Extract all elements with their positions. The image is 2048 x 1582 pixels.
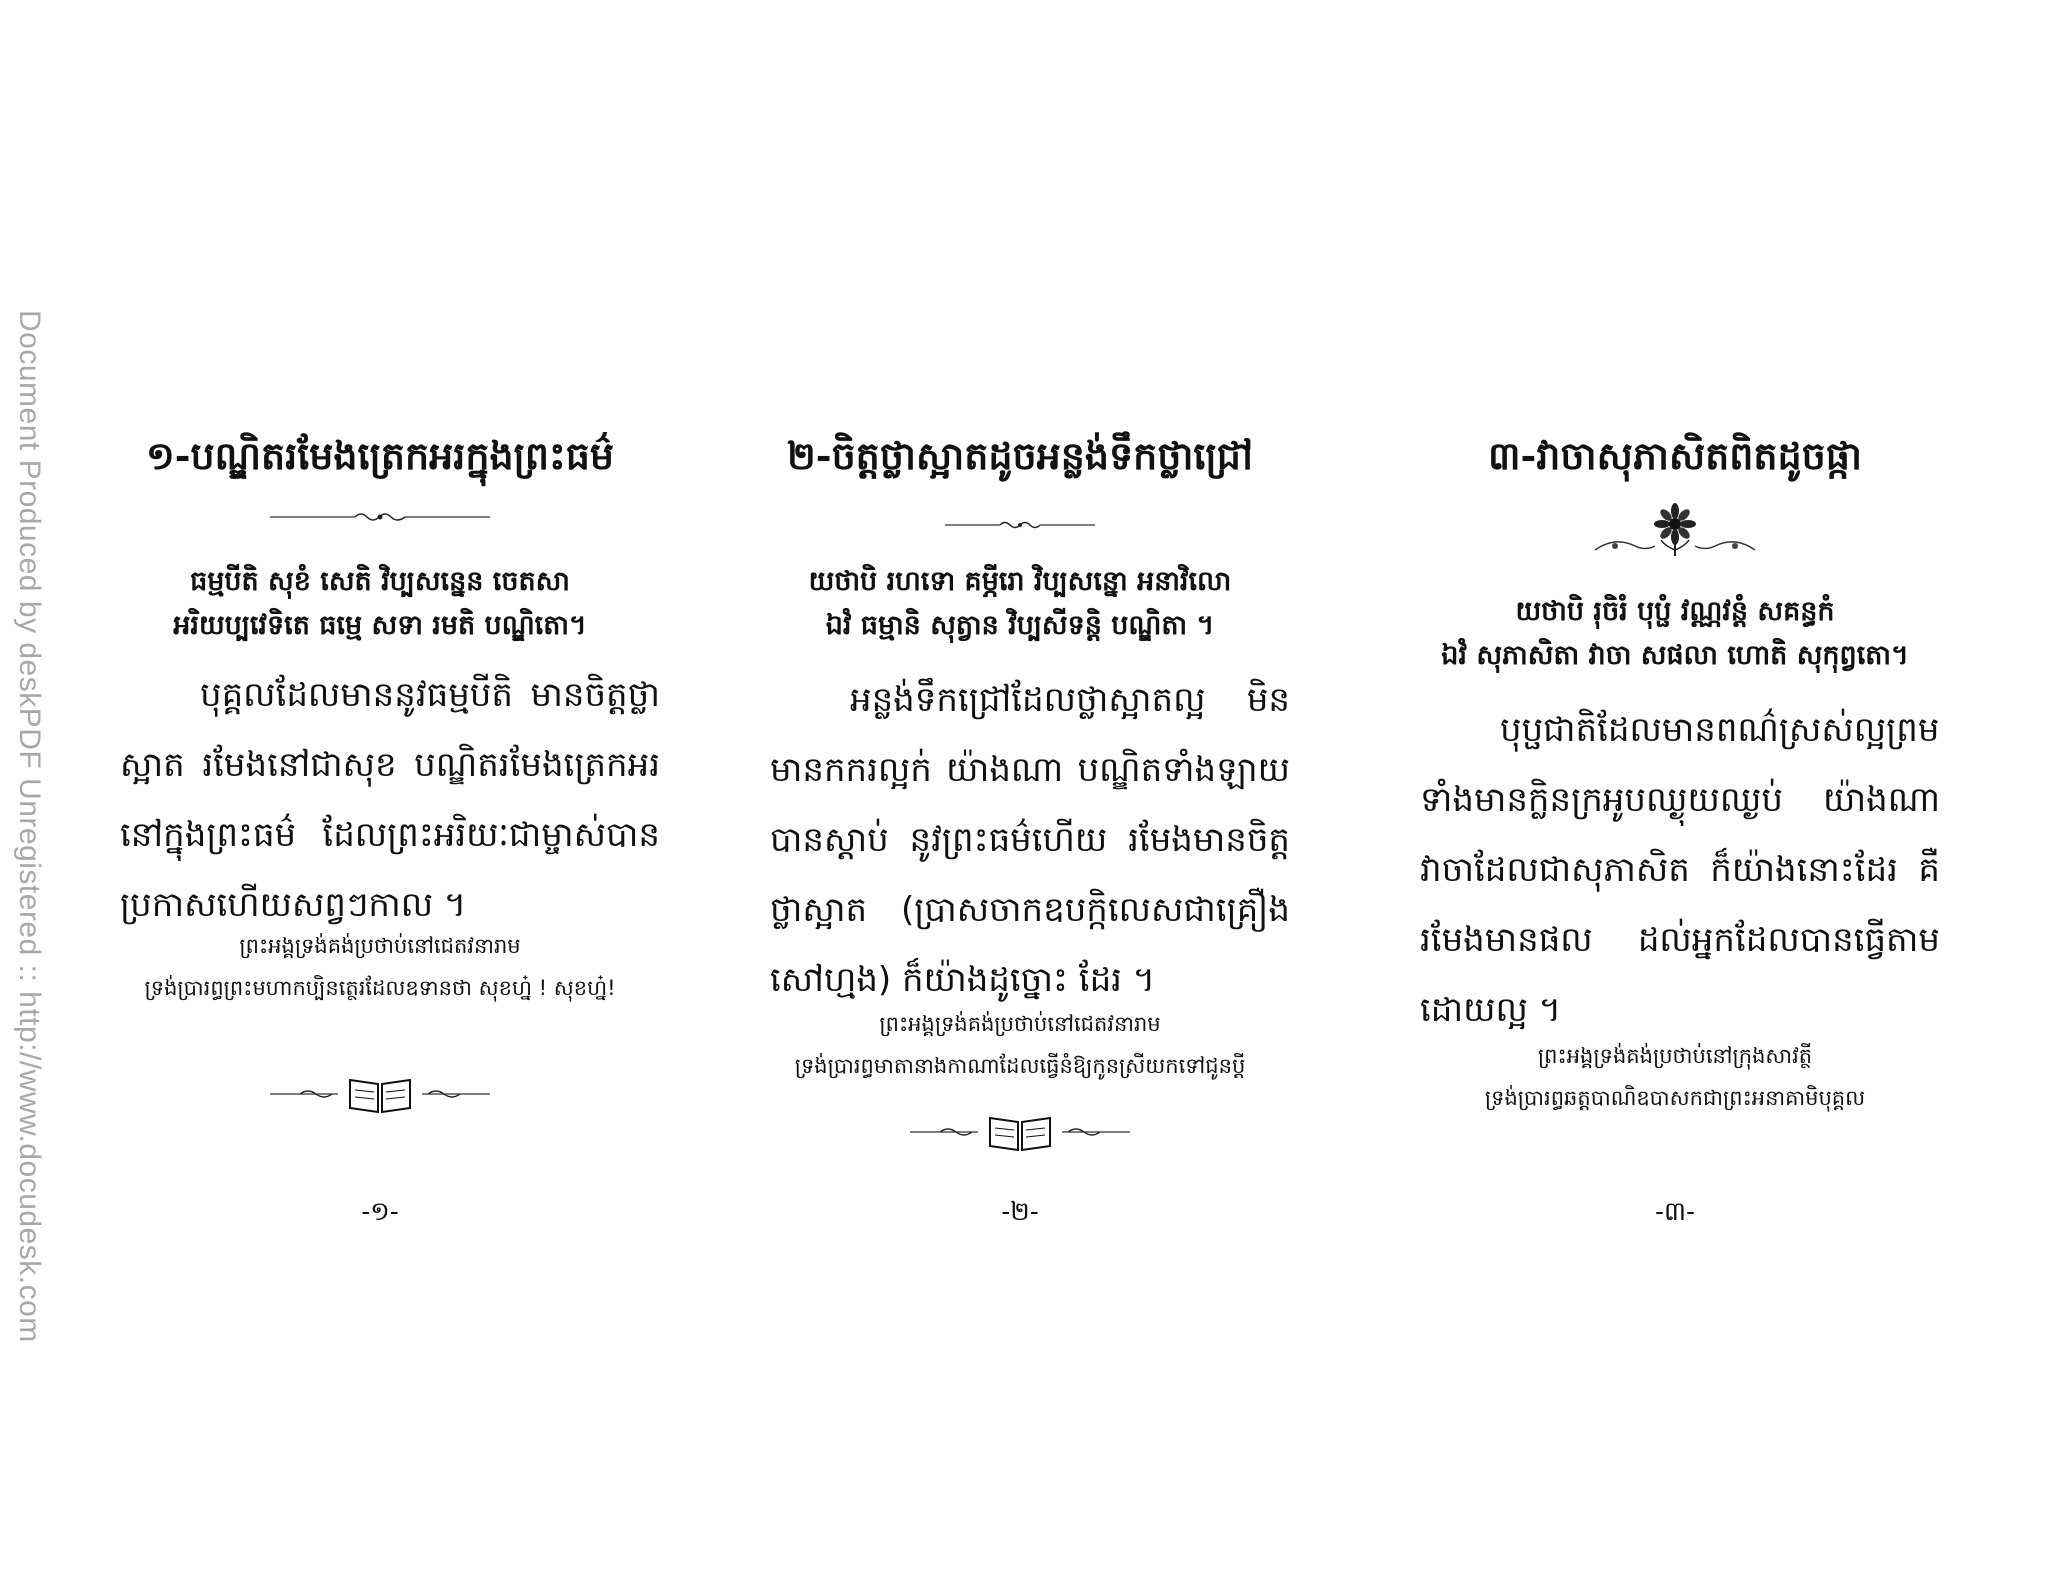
open-book-icon (740, 1110, 1300, 1154)
pali-verse (1395, 590, 1955, 678)
pali-line-2: អរិយប្បវេទិតេ ធម្មេ សទា រមតិ បណ្ឌិតោ។ (173, 610, 587, 641)
flower-ornament-icon (1395, 500, 1955, 560)
body-text: បុប្ផជាតិដែលមានពណ៌ស្រស់ល្អព្រមទាំងមានក្លិនក្រអូបឈ្ងុយឈ្ងប់ យ៉ាងណា វាចាដែលជាសុភាសិត ក៏យ៉ាងនោះដែរ គឺរមែងមានផល ដល់អ្នកដែលបានធ្វើតាមដោយល្អ ។ (1420, 710, 1940, 1030)
pali-verse (740, 560, 1300, 648)
source-line-2: ទ្រង់ប្រារព្ធព្រះមហាកប្បិនត្ថេរដែលឧទានថា សុខហ្ន៎ ! សុខហ្ន៎! (144, 976, 616, 1000)
page-number: -១- (361, 1197, 399, 1227)
source-note (740, 1003, 1300, 1087)
page-title: ៣-វាចាសុភាសិតពិតដូចផ្កា (1488, 433, 1862, 478)
body-paragraph (1420, 695, 1940, 1045)
page-3 (1395, 0, 1955, 1582)
pali-line-1: យថាបិ រុចិរំ បុប្ផំ វណ្ណវន្តំ សគន្ធកំ (1515, 596, 1835, 627)
pali-line-2: ឯវំ សុភាសិតា វាចា សផលា ហោតិ សុកុព្វតោ។ (1441, 640, 1909, 671)
source-line-2: ទ្រង់ប្រារព្ធមាតានាងកាណាដែលធ្វើនំឱ្យកូនស្រីយកទៅជូនប្តី (794, 1054, 1246, 1078)
body-paragraph (770, 665, 1290, 1015)
watermark: Document Produced by deskPDF Unregistered :: http://www.docudesk.com (13, 310, 46, 1343)
source-line-2: ទ្រង់ប្រារព្ធឆត្តបាណិឧបាសកជាព្រះអនាគាមិបុគ្គល (1484, 1086, 1866, 1110)
page-title: ២-ចិត្តថ្លាស្អាតដូចអន្លង់ទឹកថ្លាជ្រៅ (787, 433, 1253, 478)
pali-line-2: ឯវំ ធម្មានិ សុត្វាន វិប្បសីទន្តិ បណ្ឌិតា ។ (825, 610, 1215, 641)
source-line-1: ព្រះអង្គទ្រង់គង់ប្រថាប់នៅក្រុងសាវត្ថី (1537, 1044, 1813, 1068)
pali-line-1: ធម្មបីតិ សុខំ សេតិ វិប្បសន្នេន ចេតសា (190, 566, 570, 597)
page-number: -២- (1001, 1197, 1039, 1227)
body-paragraph (120, 660, 660, 940)
open-book-icon (100, 1072, 660, 1116)
page-title: ១-បណ្ឌិតរមែងត្រេកអរក្នុងព្រះធម៌ (146, 433, 614, 478)
flourish-divider-icon (100, 510, 660, 524)
page-number: -៣- (1655, 1197, 1695, 1227)
source-note (100, 925, 660, 1009)
page-2 (740, 0, 1300, 1582)
pali-verse (100, 560, 660, 648)
body-text: អន្លង់ទឹកជ្រៅដែលថ្លាស្អាតល្អ មិនមានកករល្អក់ យ៉ាងណា បណ្ឌិតទាំងឡាយបានស្តាប់ នូវព្រះធម៌ហើយ រមែងមានចិត្តថ្លាស្អាត (ប្រាសចាកឧបក្កិលេសជាគ្រឿងសៅហ្មង) ក៏យ៉ាងដូច្នោះ ដែរ ។ (770, 680, 1290, 1000)
body-text: បុគ្គលដែលមាននូវធម្មបីតិ មានចិត្តថ្លាស្អាត រមែងនៅជាសុខ បណ្ឌិតរមែងត្រេកអរនៅក្នុងព្រះធម៌ ដែលព្រះអរិយៈជាម្ចាស់បានប្រកាសហើយសព្វៗកាល ។ (120, 675, 660, 925)
source-note (1395, 1035, 1955, 1119)
page-1 (100, 0, 660, 1582)
flourish-divider-icon (740, 518, 1300, 532)
source-line-1: ព្រះអង្គទ្រង់គង់ប្រថាប់នៅជេតវនារាម (239, 934, 521, 958)
source-line-1: ព្រះអង្គទ្រង់គង់ប្រថាប់នៅជេតវនារាម (879, 1012, 1161, 1036)
pali-line-1: យថាបិ រហទោ គម្ភីរោ វិប្បសន្នោ អនាវិលោ (808, 566, 1232, 597)
